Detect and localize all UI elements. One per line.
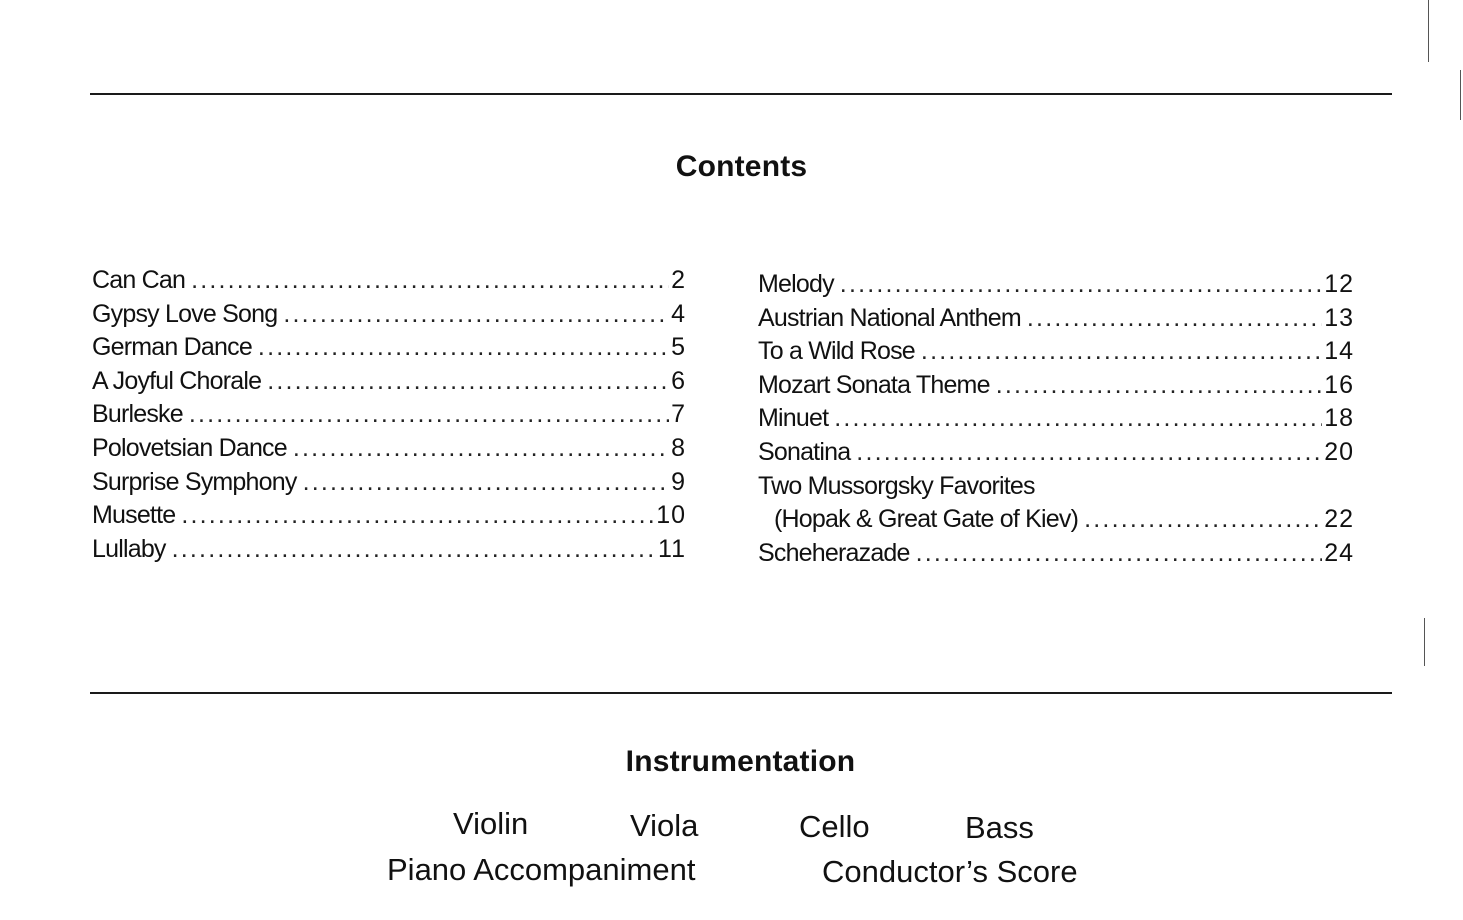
toc-page-number: 6 [671, 366, 686, 395]
dot-leader [258, 331, 669, 365]
toc-entry[interactable] [92, 264, 686, 298]
toc-title: Polovetsian Dance [92, 433, 287, 462]
toc-page-number: 20 [1324, 437, 1354, 466]
dot-leader [996, 369, 1323, 403]
toc-page-number: 5 [671, 333, 686, 362]
top-rule [90, 93, 1392, 95]
toc-title: Melody [758, 270, 834, 298]
toc-title: German Dance [92, 333, 252, 362]
toc-title: To a Wild Rose [758, 337, 915, 366]
toc-title: Burleske [92, 400, 183, 429]
toc-entry[interactable] [758, 302, 1354, 336]
toc-entry[interactable] [92, 499, 686, 533]
dot-leader [191, 264, 669, 298]
dot-leader [1027, 302, 1322, 336]
toc-page-number: 2 [671, 266, 686, 294]
toc-entry[interactable] [92, 398, 686, 432]
toc-title: Lullaby [92, 534, 166, 563]
toc-entry[interactable] [758, 402, 1354, 436]
dot-leader [916, 537, 1323, 571]
dot-leader [283, 298, 669, 332]
toc-entry[interactable] [92, 466, 686, 500]
toc-page-number: 18 [1324, 404, 1354, 433]
toc-entry[interactable] [758, 470, 1354, 504]
instrument-bass: Bass [965, 810, 1034, 845]
toc-entry[interactable] [92, 533, 686, 567]
dot-leader [189, 398, 669, 432]
part-conductors-score: Conductor’s Score [822, 854, 1078, 889]
dot-leader [921, 335, 1322, 369]
toc-title: Mozart Sonata Theme [758, 370, 990, 399]
toc-page-number: 7 [671, 400, 686, 429]
dot-leader [856, 436, 1322, 470]
dot-leader [172, 533, 656, 567]
dot-leader [181, 499, 654, 533]
dot-leader [840, 268, 1322, 302]
toc-right-column [758, 268, 1354, 570]
toc-entry[interactable] [758, 503, 1354, 537]
toc-page-number: 13 [1324, 303, 1354, 332]
scan-mark [1428, 0, 1429, 62]
toc-page-number: 14 [1324, 337, 1354, 366]
toc-page-number: 11 [658, 534, 686, 563]
toc-title: Sonatina [758, 437, 851, 466]
toc-entry[interactable] [92, 432, 686, 466]
toc-left-column [92, 264, 686, 566]
instrument-cello: Cello [799, 809, 870, 844]
dot-leader [267, 365, 669, 399]
part-piano-accompaniment: Piano Accompaniment [387, 852, 696, 887]
scan-mark [1460, 70, 1461, 120]
toc-page-number: 8 [671, 433, 686, 462]
dot-leader [834, 402, 1322, 436]
instrument-violin: Violin [453, 806, 529, 841]
toc-entry[interactable] [758, 335, 1354, 369]
toc-title: Scheherazade [758, 538, 910, 567]
toc-title: A Joyful Chorale [92, 366, 262, 395]
contents-heading: Contents [675, 150, 808, 183]
toc-entry[interactable] [92, 298, 686, 332]
toc-entry[interactable] [92, 331, 686, 365]
toc-page-number: 4 [671, 299, 686, 328]
scan-mark [1424, 618, 1425, 666]
toc-title: Gypsy Love Song [92, 299, 278, 328]
toc-title: Minuet [758, 404, 829, 433]
toc-title: Two Mussorgsky Favorites [758, 471, 1035, 500]
toc-entry[interactable] [758, 369, 1354, 403]
toc-entry[interactable] [92, 365, 686, 399]
dot-leader [1084, 503, 1322, 537]
toc-entry[interactable] [758, 537, 1354, 571]
toc-title: Musette [92, 501, 176, 530]
dot-leader [293, 432, 669, 466]
toc-title: (Hopak & Great Gate of Kiev) [774, 505, 1079, 534]
toc-page-number: 22 [1324, 505, 1354, 534]
section-rule [90, 692, 1392, 694]
toc-page-number: 16 [1324, 370, 1354, 399]
toc-page-number: 12 [1324, 270, 1354, 298]
instrument-viola: Viola [630, 808, 699, 843]
toc-page-number: 10 [656, 501, 686, 530]
dot-leader [303, 466, 670, 500]
toc-title: Surprise Symphony [92, 467, 297, 496]
toc-page-number: 9 [671, 467, 686, 496]
toc-entry[interactable] [758, 436, 1354, 470]
toc-entry[interactable] [758, 268, 1354, 302]
instrumentation-heading: Instrumentation [625, 745, 856, 778]
toc-title: Austrian National Anthem [758, 303, 1021, 332]
toc-page-number: 24 [1324, 538, 1354, 567]
toc-title: Can Can [92, 266, 186, 294]
